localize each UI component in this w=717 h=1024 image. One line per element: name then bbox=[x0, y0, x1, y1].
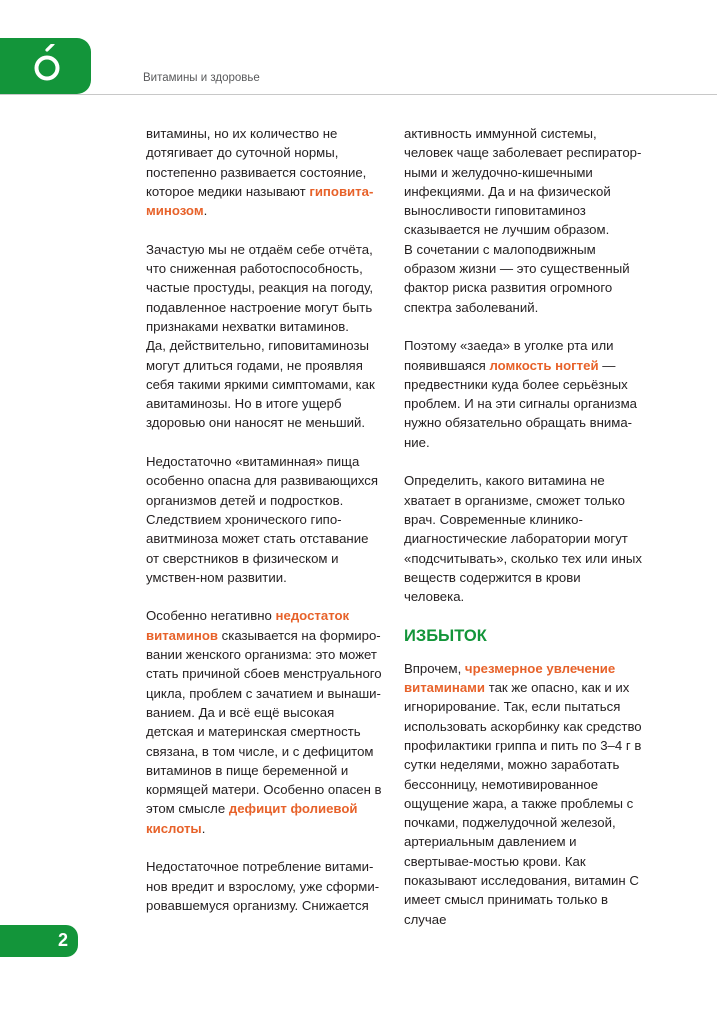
paragraph: Да, действительно, гиповитаминозы могут длиться годами, не проявляя себя такими яркими симптомами, как авитаминозы. Но в итоге ущерб здоровью они наносят не меньший. bbox=[146, 338, 375, 431]
running-title: Витамины и здоровье bbox=[143, 72, 260, 84]
right-column bbox=[404, 124, 642, 948]
header-divider bbox=[0, 94, 717, 95]
paragraph: витамины, но их количество не дотягивает до суточной нормы, постепенно развивается состояние, которое медики называют гиповита-минозом. bbox=[146, 126, 374, 219]
highlight-term: гиповита-минозом bbox=[146, 183, 374, 219]
paragraph: Недостаточное потребление витами-нов вредит и взрослому, уже сформи-ровавшемуся организму. Снижается bbox=[146, 859, 380, 913]
highlight-term: дефицит фолиевой кислоты bbox=[146, 801, 358, 836]
paragraph: В сочетании с малоподвижным образом жизни — это существенный фактор риска развития огромного спектра заболеваний. bbox=[404, 241, 630, 315]
apple-icon bbox=[33, 44, 61, 88]
page-number-tab bbox=[0, 925, 78, 957]
paragraph: Особенно негативно недостаток витаминов сказывается на формиро-вании женского организма: это может стать причиной сбоев менструального цикла, проблем с зачатием и вынаши-ванием. Да и всё ещё высокая детская и материнская смертность связана, в том числе, и с дефицитом витаминов в пище беременной и кормящей матери. Особенно опасен в этом смысле дефицит фолиевой кислоты. bbox=[146, 608, 382, 836]
highlight-term: недостаток витаминов bbox=[146, 608, 350, 643]
section-heading: ИЗБЫТОК bbox=[404, 626, 487, 645]
paragraph: Поэтому «заеда» в уголке рта или появившаяся ломкость ногтей — предвестники куда более серьёзных проблем. И на эти сигналы организма нужно обязательно обращать внима-ние. bbox=[404, 338, 637, 450]
paragraph: Определить, какого витамина не хватает в организме, сможет только врач. Современные клинико-диагностические лаборатории могут «подсчитывать», сколько тех или иных веществ содержится в крови человека. bbox=[404, 473, 642, 605]
logo-tab bbox=[0, 38, 91, 94]
paragraph: Зачастую мы не отдаём себе отчёта, что сниженная работоспособность, частые простуды, реакция на погоду, подавленное настроение могут быть признаками нехватки витаминов. bbox=[146, 241, 374, 334]
paragraph: активность иммунной системы, человек чаще заболевает респиратор-ными и желудочно-кишечными инфекциями. Да и на физической выносливости гиповитаминоз сказывается не лучшим образом. bbox=[404, 126, 642, 238]
highlight-term: ломкость ногтей bbox=[489, 357, 599, 373]
left-column bbox=[146, 124, 384, 934]
paragraph: Впрочем, чрезмерное увлечение витаминами так же опасно, как и их игнорирование. Так, если пытаться использовать аскорбинку как средство профилактики гриппа и пить по 3–4 г в сутки неделями, можно заработать бессонницу, немотивированное ощущение жара, а также проблемы с почками, поджелудочной железой, артериальным давлением и свертывае-мостью крови. Как показывают исследования, витамин С имеет смысл принимать только в случае bbox=[404, 660, 642, 927]
page-number: 2 bbox=[57, 930, 68, 950]
paragraph: Недостаточно «витаминная» пища особенно опасна для развивающихся организмов детей и подростков. Следствием хронического гипо-авитминоза может стать отставание от сверстников в физическом и умствен-ном развитии. bbox=[146, 454, 379, 585]
highlight-term: чрезмерное увлечение витаминами bbox=[404, 660, 616, 696]
